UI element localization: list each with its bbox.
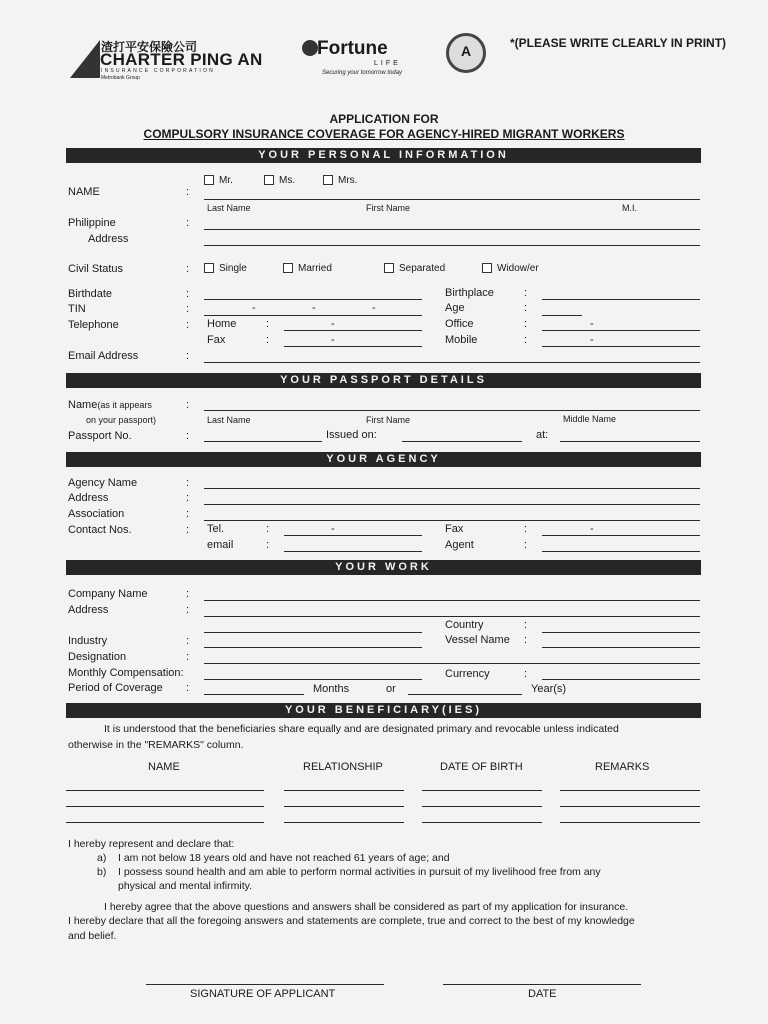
vessel-field[interactable]	[542, 647, 700, 648]
logo2-tag: Securing your tomorrow today	[322, 70, 403, 76]
label-philippine: Philippine	[68, 217, 116, 229]
label-birthdate: Birthdate	[68, 288, 113, 300]
label-or: or	[386, 683, 396, 695]
work-address-field[interactable]	[204, 616, 700, 617]
checkbox-box[interactable]	[482, 263, 492, 273]
label-office: Office	[445, 318, 474, 330]
label-passport-no: Passport No.	[68, 430, 132, 442]
colon: :	[266, 334, 270, 346]
checkbox-mr[interactable]: Mr.	[204, 175, 233, 186]
colon: :	[186, 350, 190, 362]
passport-no-field[interactable]	[204, 441, 322, 442]
agency-tel-field[interactable]	[284, 535, 422, 536]
tel-dash: -	[331, 523, 335, 535]
checkbox-box[interactable]	[283, 263, 293, 273]
label-agency-fax: Fax	[445, 523, 464, 535]
association-field[interactable]	[204, 520, 700, 521]
label-civil-status: Civil Status	[68, 263, 124, 275]
fax-dash: -	[331, 334, 335, 346]
label-email: Email Address	[68, 350, 139, 362]
col-name: NAME	[148, 761, 180, 773]
label-months: Months	[313, 683, 350, 695]
birthdate-field[interactable]	[204, 299, 422, 300]
label-passport-name: Name(as it appears	[68, 399, 152, 411]
colon: :	[186, 217, 190, 229]
colon: :	[186, 492, 190, 504]
logo1-sub: INSURANCE CORPORATION	[101, 68, 215, 74]
colon: :	[186, 399, 190, 411]
beneficiary-row-field[interactable]	[422, 822, 542, 823]
label-agency-address: Address	[68, 492, 109, 504]
colon: :	[524, 539, 528, 551]
label-compensation: Monthly Compensation:	[68, 667, 184, 679]
issued-on-field[interactable]	[402, 441, 522, 442]
checkbox-box[interactable]	[204, 263, 214, 273]
beneficiary-note-1: It is understood that the beneficiaries share equally and are designated primary and revocable unless indicated	[104, 723, 619, 735]
label-association: Association	[68, 508, 125, 520]
agency-fax-dash: -	[590, 523, 594, 535]
label-address: Address	[88, 233, 129, 245]
home-dash: -	[331, 318, 335, 330]
designation-field[interactable]	[204, 663, 700, 664]
print-note: *(PLEASE WRITE CLEARLY IN PRINT)	[510, 36, 727, 50]
hint-first-name: First Name	[366, 415, 411, 425]
logo2-sub: LIFE	[374, 60, 401, 67]
beneficiary-row-field[interactable]	[422, 790, 542, 791]
agency-address-field[interactable]	[204, 504, 700, 505]
home-phone-field[interactable]	[284, 330, 422, 331]
section-personal: YOUR PERSONAL INFORMATION	[66, 148, 701, 163]
colon: :	[524, 668, 528, 680]
hint-last-name: Last Name	[207, 415, 251, 425]
colon: :	[266, 539, 270, 551]
colon: :	[186, 524, 190, 536]
declaration-b-1: I possess sound health and am able to perform normal activities in pursuit of my livelihood free from any	[118, 866, 601, 878]
beneficiary-row-field[interactable]	[560, 806, 700, 807]
label-on-passport: on your passport)	[86, 415, 157, 425]
address-line-1[interactable]	[204, 229, 700, 230]
beneficiary-row-field[interactable]	[560, 790, 700, 791]
declaration-b-label: b)	[97, 866, 107, 878]
colon: :	[266, 523, 270, 535]
label-telephone: Telephone	[68, 319, 119, 331]
colon: :	[524, 302, 528, 314]
colon: :	[186, 682, 190, 694]
label-signature: SIGNATURE OF APPLICANT	[190, 988, 336, 1000]
colon: :	[186, 186, 190, 198]
section-beneficiary: YOUR BENEFICIARY(IES)	[66, 703, 701, 718]
fortune-logo-icon	[302, 40, 318, 56]
agency-fax-field[interactable]	[542, 535, 700, 536]
colon: :	[186, 651, 190, 663]
company-field[interactable]	[204, 600, 700, 601]
fax-field[interactable]	[284, 346, 422, 347]
agent-field[interactable]	[542, 551, 700, 552]
colon: :	[186, 288, 190, 300]
beneficiary-row-field[interactable]	[284, 790, 404, 791]
colon: :	[524, 634, 528, 646]
compensation-field[interactable]	[204, 679, 422, 680]
industry-field[interactable]	[204, 647, 422, 648]
colon: :	[266, 318, 270, 330]
office-dash: -	[590, 318, 594, 330]
currency-field[interactable]	[542, 679, 700, 680]
label-currency: Currency	[445, 668, 490, 680]
colon: :	[186, 635, 190, 647]
checkbox-ms[interactable]: Ms.	[264, 175, 295, 186]
label-date: DATE	[528, 988, 557, 1000]
label-tel: Tel.	[207, 523, 225, 535]
label-contact: Contact Nos.	[68, 524, 132, 536]
country-field[interactable]	[542, 632, 700, 633]
label-birthplace: Birthplace	[445, 287, 494, 299]
label-vessel: Vessel Name	[445, 634, 510, 646]
label-agency-email: email	[207, 539, 234, 551]
checkbox-widow[interactable]: Widow/er	[482, 263, 539, 274]
declaration-a-label: a)	[97, 852, 107, 864]
colon: :	[186, 263, 190, 275]
label-period: Period of Coverage	[68, 682, 163, 694]
email-field[interactable]	[204, 362, 700, 363]
hint-middle-name: Middle Name	[563, 414, 617, 424]
beneficiary-row-field[interactable]	[66, 806, 264, 807]
work-address-field-2[interactable]	[204, 632, 422, 633]
col-relationship: RELATIONSHIP	[303, 761, 383, 773]
hint-last-name: Last Name	[207, 203, 251, 213]
beneficiary-row-field[interactable]	[284, 806, 404, 807]
colon: :	[186, 588, 190, 600]
checkbox-married[interactable]: Married	[283, 263, 332, 274]
declaration-declare-1: I hereby declare that all the foregoing answers and statements are complete, true and correct to the best of my knowledge	[68, 915, 635, 927]
declaration-b-2: physical and mental infirmity.	[118, 880, 253, 892]
seal-letter: A	[460, 43, 472, 59]
section-passport: YOUR PASSPORT DETAILS	[66, 373, 701, 388]
label-age: Age	[445, 302, 465, 314]
hint-first-name: First Name	[366, 203, 411, 213]
agency-email-field[interactable]	[284, 551, 422, 552]
colon: :	[186, 430, 190, 442]
colon: :	[524, 318, 528, 330]
label-at: at:	[536, 429, 549, 441]
logo1-name: CHARTER PING AN	[100, 50, 263, 69]
label-issued-on: Issued on:	[326, 429, 377, 441]
checkbox-single[interactable]: Single	[204, 263, 247, 274]
colon: :	[186, 303, 190, 315]
colon: :	[524, 523, 528, 535]
date-field[interactable]	[443, 984, 641, 985]
col-remarks: REMARKS	[595, 761, 650, 773]
label-company: Company Name	[68, 588, 148, 600]
colon: :	[186, 508, 190, 520]
beneficiary-row-field[interactable]	[284, 822, 404, 823]
seal-icon	[446, 33, 486, 73]
mobile-field[interactable]	[542, 346, 700, 347]
label-country: Country	[445, 619, 484, 631]
office-phone-field[interactable]	[542, 330, 700, 331]
tin-dash: -	[312, 302, 316, 314]
label-industry: Industry	[68, 635, 108, 647]
hint-mi: M.I.	[622, 203, 637, 213]
label-fax: Fax	[207, 334, 226, 346]
years-field[interactable]	[408, 694, 522, 695]
mobile-dash: -	[590, 334, 594, 346]
colon: :	[186, 477, 190, 489]
checkbox-box[interactable]	[264, 175, 274, 185]
label-agent: Agent	[445, 539, 474, 551]
agency-name-field[interactable]	[204, 488, 700, 489]
signature-field[interactable]	[146, 984, 384, 985]
declaration-a: I am not below 18 years old and have not reached 61 years of age; and	[118, 852, 450, 864]
age-field[interactable]	[542, 315, 582, 316]
declaration-agree: I hereby agree that the above questions and answers shall be considered as part of my application for insurance.	[104, 901, 629, 913]
declaration-intro: I hereby represent and declare that:	[68, 838, 235, 850]
beneficiary-note-2: otherwise in the "REMARKS" column.	[68, 739, 244, 751]
section-agency: YOUR AGENCY	[66, 452, 701, 467]
checkbox-mrs[interactable]: Mrs.	[323, 175, 357, 186]
beneficiary-row-field[interactable]	[560, 822, 700, 823]
checkbox-separated[interactable]: Separated	[384, 263, 445, 274]
declaration-declare-2: and belief.	[68, 930, 117, 942]
colon: :	[186, 319, 190, 331]
label-work-address: Address	[68, 604, 109, 616]
name-field-line[interactable]	[204, 199, 700, 200]
form-title: APPLICATION FOR	[329, 112, 439, 126]
label-mobile: Mobile	[445, 334, 478, 346]
issued-at-field[interactable]	[560, 441, 700, 442]
label-home: Home	[207, 318, 237, 330]
address-line-2[interactable]	[204, 245, 700, 246]
checkbox-box[interactable]	[384, 263, 394, 273]
tin-field[interactable]	[204, 315, 422, 316]
label-years: Year(s)	[531, 683, 567, 695]
birthplace-field[interactable]	[542, 299, 700, 300]
beneficiary-row-field[interactable]	[66, 790, 264, 791]
logo2-name: Fortune	[317, 38, 388, 59]
months-field[interactable]	[204, 694, 304, 695]
passport-name-field[interactable]	[204, 410, 700, 411]
checkbox-box[interactable]	[204, 175, 214, 185]
section-work: YOUR WORK	[66, 560, 701, 575]
beneficiary-row-field[interactable]	[422, 806, 542, 807]
tin-dash: -	[372, 302, 376, 314]
label-agency-name: Agency Name	[68, 477, 138, 489]
logo1-chinese: 渣打平安保險公司	[101, 40, 198, 54]
colon: :	[524, 619, 528, 631]
form-subtitle: COMPULSORY INSURANCE COVERAGE FOR AGENCY-HIRED MIGRANT WORKERS	[143, 127, 625, 141]
label-designation: Designation	[68, 651, 127, 663]
colon: :	[524, 287, 528, 299]
col-date-of-birth: DATE OF BIRTH	[440, 761, 523, 773]
label-name: NAME	[68, 186, 100, 198]
label-tin: TIN	[68, 303, 86, 315]
colon: :	[524, 334, 528, 346]
beneficiary-row-field[interactable]	[66, 822, 264, 823]
colon: :	[186, 604, 190, 616]
charter-ping-an-logo-mark	[70, 40, 100, 78]
checkbox-box[interactable]	[323, 175, 333, 185]
logo1-group: Metrobank Group	[101, 75, 140, 81]
tin-dash: -	[252, 302, 256, 314]
